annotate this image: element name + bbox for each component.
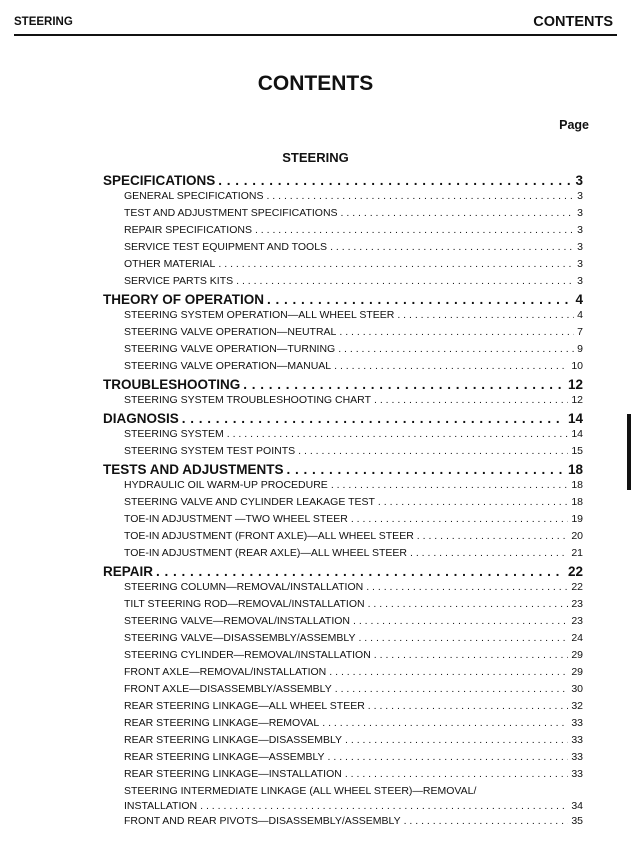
- toc-dot-leader: [200, 800, 568, 812]
- toc-dot-leader: [218, 258, 574, 270]
- toc-entry-label: FRONT AND REAR PIVOTS—DISASSEMBLY/ASSEMBLY: [124, 815, 401, 827]
- toc-entry-label: STEERING VALVE AND CYLINDER LEAKAGE TEST: [124, 496, 375, 508]
- toc-subsection-entry[interactable]: [103, 751, 583, 768]
- toc-page-number: 33: [571, 717, 583, 729]
- toc-dot-leader: [267, 292, 572, 307]
- page-title: CONTENTS: [257, 72, 374, 95]
- toc-dot-leader: [417, 530, 569, 542]
- toc-subsection-entry[interactable]: [103, 649, 583, 666]
- toc-page-number: 12: [567, 377, 583, 392]
- toc-subsection-entry[interactable]: [103, 768, 583, 785]
- toc-entry-label: REAR STEERING LINKAGE—REMOVAL: [124, 717, 320, 729]
- page-header: [14, 14, 617, 36]
- toc-page-number: 10: [571, 360, 583, 372]
- toc-dot-leader: [353, 615, 568, 627]
- toc-subsection-entry[interactable]: [103, 683, 583, 700]
- toc-entry-label: SERVICE TEST EQUIPMENT AND TOOLS: [124, 241, 328, 253]
- toc-page-number: 29: [571, 649, 583, 661]
- toc-page-number: 3: [577, 190, 583, 202]
- toc-subsection-entry[interactable]: [103, 632, 583, 649]
- toc-subsection-entry[interactable]: [103, 615, 583, 632]
- toc-subsection-entry[interactable]: [103, 530, 583, 547]
- toc-entry-label: FRONT AXLE—REMOVAL/INSTALLATION: [124, 666, 327, 678]
- toc-dot-leader: [345, 768, 568, 780]
- toc-section-entry[interactable]: [103, 377, 583, 394]
- toc-dot-leader: [156, 564, 565, 579]
- toc-subsection-entry[interactable]: [103, 547, 583, 564]
- toc-entry-label: STEERING VALVE—REMOVAL/INSTALLATION: [124, 615, 350, 627]
- toc-entry-label: REPAIR SPECIFICATIONS: [124, 224, 252, 236]
- toc-page-number: 20: [571, 530, 583, 542]
- toc-entry-label: GENERAL SPECIFICATIONS: [124, 190, 264, 202]
- toc-entry-label: STEERING VALVE OPERATION—TURNING: [124, 343, 336, 355]
- toc-page-number: 4: [577, 309, 583, 321]
- toc-section-entry[interactable]: [103, 173, 583, 190]
- toc-subsection-entry[interactable]: [103, 394, 583, 411]
- toc-dot-leader: [378, 496, 568, 508]
- toc-entry-label: STEERING SYSTEM TROUBLESHOOTING CHART: [124, 394, 371, 406]
- toc-section-entry[interactable]: [103, 411, 583, 428]
- toc-subsection-entry[interactable]: [103, 275, 583, 292]
- toc-entry-label: THEORY OF OPERATION: [103, 292, 265, 307]
- toc-subsection-entry[interactable]: [103, 666, 583, 683]
- toc-dot-leader: [366, 581, 568, 593]
- toc-page-number: 24: [571, 632, 583, 644]
- toc-dot-leader: [397, 309, 574, 321]
- toc-dot-leader: [227, 428, 569, 440]
- toc-dot-leader: [339, 326, 574, 338]
- toc-entry-label: TEST AND ADJUSTMENT SPECIFICATIONS: [124, 207, 338, 219]
- toc-dot-leader: [328, 751, 569, 763]
- toc-dot-leader: [243, 377, 565, 392]
- toc-subsection-entry[interactable]: [103, 734, 583, 751]
- toc-page-number: 22: [567, 564, 583, 579]
- toc-page-number: 33: [571, 751, 583, 763]
- toc-page-number: 3: [575, 173, 583, 188]
- toc-page-number: 4: [575, 292, 583, 307]
- toc-page-number: 14: [571, 428, 583, 440]
- toc-dot-leader: [351, 513, 568, 525]
- toc-entry-label: REAR STEERING LINKAGE—INSTALLATION: [124, 768, 342, 780]
- toc-subsection-entry[interactable]: [103, 598, 583, 615]
- toc-entry-label: STEERING COLUMN—REMOVAL/INSTALLATION: [124, 581, 364, 593]
- table-of-contents: [103, 173, 583, 832]
- toc-dot-leader: [331, 479, 569, 491]
- toc-page-number: 18: [571, 479, 583, 491]
- toc-page-number: 12: [571, 394, 583, 406]
- toc-dot-leader: [218, 173, 572, 188]
- page-column-label: Page: [559, 118, 589, 132]
- toc-dot-leader: [236, 275, 574, 287]
- toc-dot-leader: [345, 734, 568, 746]
- toc-dot-leader: [374, 649, 569, 661]
- toc-dot-leader: [322, 717, 568, 729]
- toc-entry-label: SPECIFICATIONS: [103, 173, 216, 188]
- toc-entry-label: HYDRAULIC OIL WARM-UP PROCEDURE: [124, 479, 328, 491]
- header-section-name: STEERING: [14, 16, 73, 28]
- toc-page-number: 19: [571, 513, 583, 525]
- toc-subsection-entry[interactable]: [103, 479, 583, 496]
- toc-dot-leader: [368, 700, 569, 712]
- toc-section-entry[interactable]: [103, 292, 583, 309]
- toc-page-number: 3: [577, 275, 583, 287]
- toc-subsection-entry[interactable]: [103, 207, 583, 224]
- toc-dot-leader: [298, 445, 568, 457]
- toc-dot-leader: [266, 190, 574, 202]
- toc-subsection-entry[interactable]: [103, 581, 583, 598]
- toc-dot-leader: [330, 241, 574, 253]
- toc-page-number: 29: [571, 666, 583, 678]
- toc-entry-label: STEERING VALVE OPERATION—MANUAL: [124, 360, 332, 372]
- toc-page-number: 22: [571, 581, 583, 593]
- toc-entry-label: FRONT AXLE—DISASSEMBLY/ASSEMBLY: [124, 683, 332, 695]
- toc-dot-leader: [374, 394, 568, 406]
- toc-subsection-entry[interactable]: [103, 496, 583, 513]
- toc-subsection-entry[interactable]: [103, 428, 583, 445]
- toc-subsection-entry[interactable]: [103, 309, 583, 326]
- toc-entry-label: TILT STEERING ROD—REMOVAL/INSTALLATION: [124, 598, 365, 610]
- toc-page-number: 18: [571, 496, 583, 508]
- toc-dot-leader: [358, 632, 568, 644]
- toc-dot-leader: [329, 666, 568, 678]
- toc-entry-label: TOE-IN ADJUSTMENT (FRONT AXLE)—ALL WHEEL STEER: [124, 530, 414, 542]
- toc-entry-label: STEERING INTERMEDIATE LINKAGE (ALL WHEEL STEER)—REMOVAL/: [124, 785, 477, 797]
- toc-dot-leader: [182, 411, 565, 426]
- toc-subsection-entry[interactable]: [103, 190, 583, 207]
- toc-subsection-entry[interactable]: [103, 785, 583, 800]
- toc-entry-label: TOE-IN ADJUSTMENT (REAR AXLE)—ALL WHEEL STEER: [124, 547, 407, 559]
- toc-dot-leader: [338, 343, 574, 355]
- toc-dot-leader: [368, 598, 569, 610]
- toc-dot-leader: [255, 224, 574, 236]
- toc-entry-label: REAR STEERING LINKAGE—DISASSEMBLY: [124, 734, 343, 746]
- thumb-tab-marker: [627, 414, 631, 490]
- toc-subsection-entry[interactable]: [103, 258, 583, 275]
- section-title: STEERING: [282, 150, 349, 165]
- toc-entry-label: OTHER MATERIAL: [124, 258, 216, 270]
- toc-page-number: 14: [567, 411, 583, 426]
- toc-subsection-entry[interactable]: [103, 513, 583, 530]
- toc-entry-label: INSTALLATION: [124, 800, 198, 812]
- toc-dot-leader: [410, 547, 568, 559]
- toc-page-number: 3: [577, 207, 583, 219]
- toc-subsection-entry[interactable]: [103, 343, 583, 360]
- toc-page-number: 33: [571, 734, 583, 746]
- toc-page-number: 7: [577, 326, 583, 338]
- toc-page-number: 3: [577, 258, 583, 270]
- toc-entry-label: SERVICE PARTS KITS: [124, 275, 234, 287]
- header-page-type: CONTENTS: [533, 14, 613, 30]
- toc-entry-label: STEERING SYSTEM TEST POINTS: [124, 445, 296, 457]
- toc-entry-label: STEERING CYLINDER—REMOVAL/INSTALLATION: [124, 649, 371, 661]
- toc-subsection-entry[interactable]: [103, 224, 583, 241]
- toc-subsection-entry[interactable]: [103, 717, 583, 734]
- toc-subsection-entry[interactable]: [103, 800, 583, 815]
- toc-entry-label: TESTS AND ADJUSTMENTS: [103, 462, 284, 477]
- toc-page-number: 9: [577, 343, 583, 355]
- toc-subsection-entry[interactable]: [103, 360, 583, 377]
- toc-dot-leader: [341, 207, 575, 219]
- toc-page-number: 33: [571, 768, 583, 780]
- toc-entry-label: REAR STEERING LINKAGE—ASSEMBLY: [124, 751, 325, 763]
- toc-subsection-entry[interactable]: [103, 326, 583, 343]
- toc-page-number: 3: [577, 241, 583, 253]
- toc-page-number: 23: [571, 598, 583, 610]
- toc-entry-label: STEERING VALVE OPERATION—NEUTRAL: [124, 326, 337, 338]
- toc-page-number: 3: [577, 224, 583, 236]
- toc-page-number: 35: [571, 815, 583, 827]
- toc-entry-label: DIAGNOSIS: [103, 411, 179, 426]
- toc-page-number: 21: [571, 547, 583, 559]
- toc-subsection-entry[interactable]: [103, 241, 583, 258]
- toc-entry-label: TROUBLESHOOTING: [103, 377, 241, 392]
- toc-page-number: 30: [571, 683, 583, 695]
- toc-entry-label: REPAIR: [103, 564, 154, 579]
- toc-entry-label: TOE-IN ADJUSTMENT —TWO WHEEL STEER: [124, 513, 348, 525]
- toc-dot-leader: [335, 683, 569, 695]
- toc-entry-label: REAR STEERING LINKAGE—ALL WHEEL STEER: [124, 700, 365, 712]
- toc-subsection-entry[interactable]: [103, 815, 583, 832]
- toc-page-number: 18: [567, 462, 583, 477]
- toc-dot-leader: [334, 360, 568, 372]
- toc-page-number: 32: [571, 700, 583, 712]
- toc-dot-leader: [404, 815, 569, 827]
- toc-page-number: 34: [571, 800, 583, 812]
- toc-entry-label: STEERING SYSTEM: [124, 428, 224, 440]
- toc-page-number: 15: [571, 445, 583, 457]
- toc-page-number: 23: [571, 615, 583, 627]
- toc-section-entry[interactable]: [103, 564, 583, 581]
- toc-subsection-entry[interactable]: [103, 445, 583, 462]
- toc-dot-leader: [287, 462, 565, 477]
- toc-entry-label: STEERING SYSTEM OPERATION—ALL WHEEL STEER: [124, 309, 395, 321]
- toc-entry-label: STEERING VALVE—DISASSEMBLY/ASSEMBLY: [124, 632, 356, 644]
- toc-subsection-entry[interactable]: [103, 700, 583, 717]
- toc-section-entry[interactable]: [103, 462, 583, 479]
